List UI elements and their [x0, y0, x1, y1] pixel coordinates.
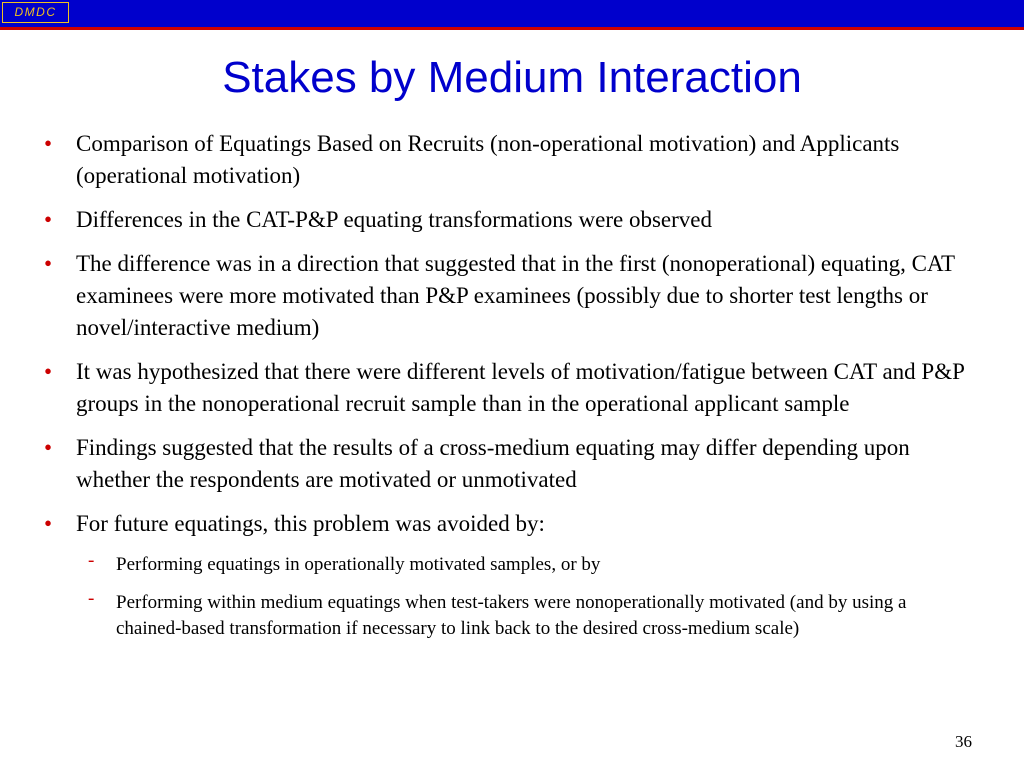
- sub-bullet-text: Performing within medium equatings when test-takers were nonoperationally motivated (and by using a chained-based transformation if necessary to link back to the desired cross-medium scale): [116, 592, 907, 639]
- bullet-text: Differences in the CAT-P&P equating transformations were observed: [76, 207, 712, 232]
- page-number: 36: [955, 732, 972, 751]
- bullet-text: Comparison of Equatings Based on Recruits (non-operational motivation) and Applicants (operational motivation): [76, 131, 900, 188]
- bullet-item: [0, 204, 976, 236]
- bullet-item: [0, 432, 976, 496]
- dash-icon: -: [88, 588, 95, 609]
- bullet-item: [0, 508, 976, 540]
- header-bar: [0, 0, 1024, 27]
- bullet-text: For future equatings, this problem was avoided by:: [76, 511, 545, 536]
- sub-bullet-item: [0, 590, 956, 642]
- bullet-icon: •: [44, 435, 53, 460]
- bullet-item: [0, 128, 976, 192]
- sub-bullet-item: [0, 552, 956, 578]
- bullet-text: It was hypothesized that there were different levels of motivation/fatigue between CAT and P&P groups in the nonoperational recruit sample than in the operational applicant sample: [76, 359, 965, 416]
- bullet-icon: •: [44, 131, 53, 156]
- bullet-list: [0, 128, 1024, 654]
- slide-title: Stakes by Medium Interaction: [222, 53, 802, 102]
- dmdc-logo: DMDC: [2, 2, 69, 23]
- bullet-text: Findings suggested that the results of a cross-medium equating may differ depending upon whether the respondents are motivated or unmotivated: [76, 435, 910, 492]
- bullet-icon: •: [44, 251, 53, 276]
- sub-bullet-text: Performing equatings in operationally motivated samples, or by: [116, 554, 601, 575]
- bullet-item: [0, 356, 976, 420]
- bullet-icon: •: [44, 511, 53, 536]
- bullet-item: [0, 248, 976, 344]
- header-divider: [0, 27, 1024, 30]
- dash-icon: -: [88, 550, 95, 571]
- bullet-text: The difference was in a direction that suggested that in the first (nonoperational) equating, CAT examinees were more motivated than P&P examinees (possibly due to shorter test lengths or novel/interactive medium): [76, 251, 955, 340]
- bullet-icon: •: [44, 207, 53, 232]
- bullet-icon: •: [44, 359, 53, 384]
